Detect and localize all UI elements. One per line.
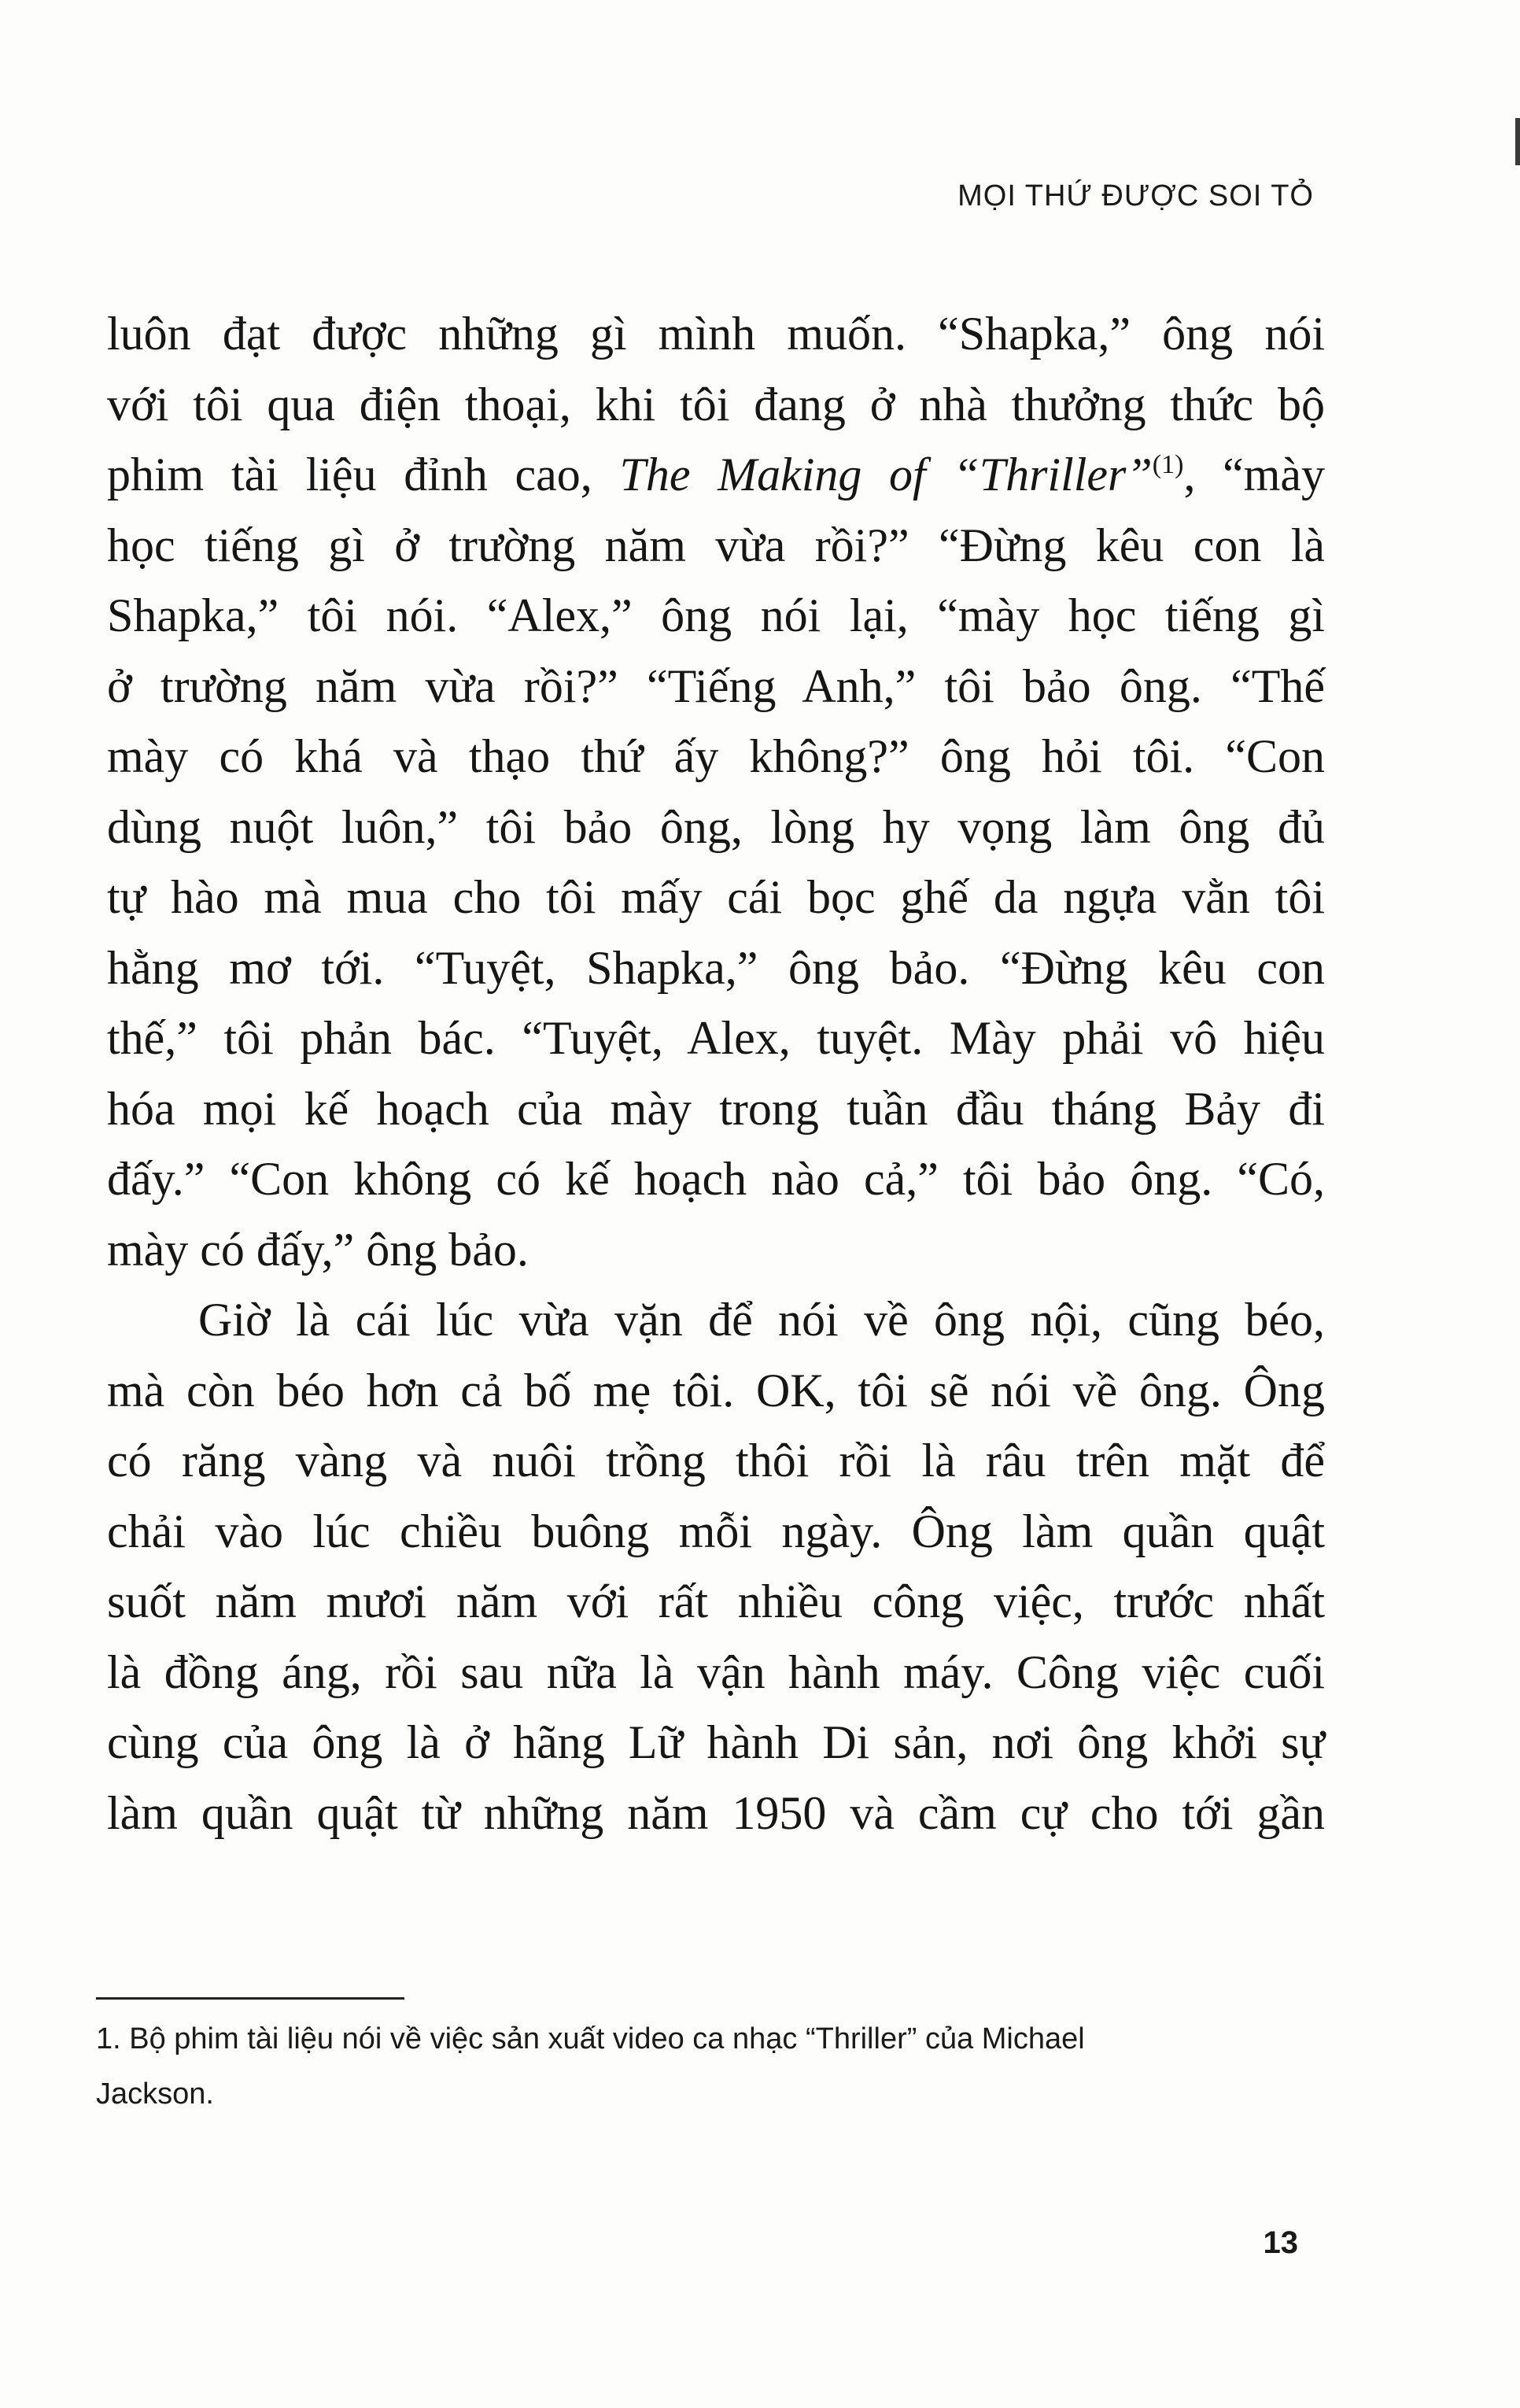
text-line: thế,” tôi phản bác. “Tuyệt, Alex, tuyệt. Mày phải vô hiệu xyxy=(107,1012,1325,1064)
film-title: The Making of “Thriller” xyxy=(619,449,1153,500)
text-line: dùng nuột luôn,” tôi bảo ông, lòng hy vọng làm ông đủ xyxy=(107,800,1325,853)
text-line: tự hào mà mua cho tôi mấy cái bọc ghế da ngựa vằn tôi xyxy=(107,871,1325,923)
text-line: học tiếng gì ở trường năm vừa rồi?” “Đừng kêu con là xyxy=(107,519,1325,571)
text-line: có răng vàng và nuôi trồng thôi rồi là râu trên mặt để xyxy=(107,1435,1325,1487)
text-line: là đồng áng, rồi sau nữa là vận hành máy. Công việc cuối xyxy=(107,1645,1325,1698)
footnote-marker: (1) xyxy=(1152,450,1184,479)
text-line: làm quần quật từ những năm 1950 và cầm cự cho tới gần xyxy=(107,1786,1325,1839)
text-line: Giờ là cái lúc vừa vặn để nói về ông nội, cũng béo, xyxy=(198,1294,1325,1346)
text-line: suốt năm mươi năm với rất nhiều công việc, trước nhất xyxy=(107,1575,1325,1627)
text-line: ở trường năm vừa rồi?” “Tiếng Anh,” tôi bảo ông. “Thế xyxy=(107,659,1325,712)
text-line: hóa mọi kế hoạch của mày trong tuần đầu tháng Bảy đi xyxy=(107,1082,1325,1135)
footnote xyxy=(96,2011,1323,2122)
page-number: 13 xyxy=(1263,2225,1298,2260)
footnote-divider xyxy=(96,1997,404,2000)
text-segment: , “mày xyxy=(1183,449,1326,500)
text-line: với tôi qua điện thoại, khi tôi đang ở nhà thưởng thức bộ xyxy=(107,378,1325,430)
text-line: đấy.” “Con không có kế hoạch nào cả,” tôi bảo ông. “Có, xyxy=(107,1153,1325,1205)
footnote-line: 1. Bộ phim tài liệu nói về việc sản xuất video ca nhạc “Thriller” của Michael xyxy=(96,2022,1085,2055)
text-line: mày có đấy,” ông bảo. xyxy=(107,1223,529,1276)
text-segment: phim tài liệu đỉnh cao, xyxy=(107,449,592,500)
body-text xyxy=(107,299,1325,1848)
page-edge-mark xyxy=(1515,118,1520,165)
text-line: chải vào lúc chiều buông mỗi ngày. Ông làm quần quật xyxy=(107,1505,1325,1557)
text-line: Shapka,” tôi nói. “Alex,” ông nói lại, “mày học tiếng gì xyxy=(107,589,1325,641)
text-line: luôn đạt được những gì mình muốn. “Shapka,” ông nói xyxy=(107,308,1325,360)
text-line xyxy=(107,440,1325,511)
text-line: hằng mơ tới. “Tuyệt, Shapka,” ông bảo. “Đừng kêu con xyxy=(107,941,1325,994)
text-line: mà còn béo hơn cả bố mẹ tôi. OK, tôi sẽ nói về ông. Ông xyxy=(107,1364,1325,1416)
text-line: cùng của ông là ở hãng Lữ hành Di sản, nơi ông khởi sự xyxy=(107,1716,1325,1768)
footnote-line: Jackson. xyxy=(96,2077,214,2111)
running-header: MỌI THỨ ĐƯỢC SOI TỎ xyxy=(957,179,1314,212)
text-line: mày có khá và thạo thứ ấy không?” ông hỏi tôi. “Con xyxy=(107,730,1325,782)
